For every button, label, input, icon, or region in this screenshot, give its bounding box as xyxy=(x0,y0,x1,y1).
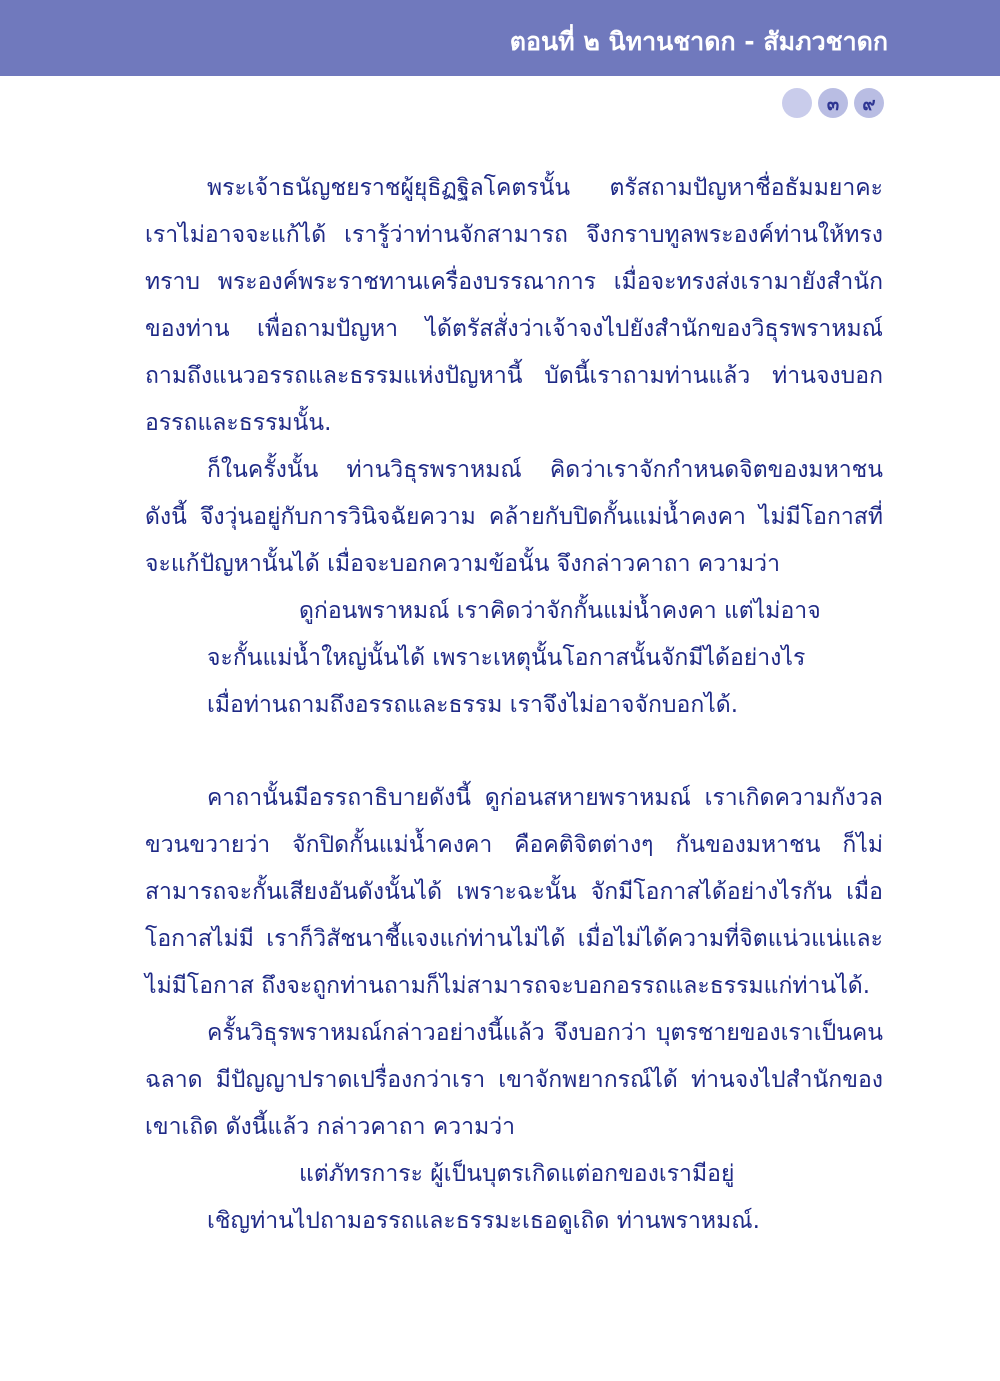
paragraph-1: พระเจ้าธนัญชยราชผู้ยุธิฏฐิลโคตรนั้น ตรัสถามปัญหาชื่อธัมมยาคะ เราไม่อาจจะแก้ได้ เรารู้ว่าท่านจักสามารถ จึงกราบทูลพระองค์ท่านให้ทรงทราบ พระองค์พระราชทานเครื่องบรรณาการ เมื่อจะทรงส่งเรามายังสำนักของท่าน เพื่อถามปัญหา ได้ตรัสสั่งว่าเจ้าจงไปยังสำนักของวิธุรพราหมณ์ ถามถึงแนวอรรถและธรรมแห่งปัญหานี้ บัดนี้เราถามท่านแล้ว ท่านจงบอกอรรถและธรรมนั้น. xyxy=(145,175,883,436)
body-text xyxy=(145,165,883,1245)
verse-1-line-2: จะกั้นแม่น้ำใหญ่นั้นได้ เพราะเหตุนั้นโอกาสนั้นจักมีได้อย่างไร xyxy=(207,645,806,671)
header-bar xyxy=(0,0,1000,76)
verse-2-line-1: แต่ภัทรการะ ผู้เป็นบุตรเกิดแต่อกของเรามีอยู่ xyxy=(299,1161,735,1187)
paragraph-3: คาถานั้นมีอรรถาธิบายดังนี้ ดูก่อนสหายพราหมณ์ เราเกิดความกังวลขวนขวายว่า จักปิดกั้นแม่น้ำคงคา คือคติจิตต่างๆ กันของมหาชน ก็ไม่สามารถจะกั้นเสียงอันดังนั้นได้ เพราะฉะนั้น จักมีโอกาสได้อย่างไรกัน เมื่อโอกาสไม่มี เราก็วิสัชนาชี้แจงแก่ท่านไม่ได้ เมื่อไม่ได้ความที่จิตแน่วแน่และไม่มีโอกาส ถึงจะถูกท่านถามก็ไม่สามารถจะบอกอรรถและธรรมแก่ท่านได้. xyxy=(145,785,883,999)
paragraph-2: ก็ในครั้งนั้น ท่านวิธุรพราหมณ์ คิดว่าเราจักกำหนดจิตของมหาชนดังนี้ จึงวุ่นอยู่กับการวินิจฉัยความ คล้ายกับปิดกั้นแม่น้ำคงคา ไม่มีโอกาสที่จะแก้ปัญหานั้นได้ เมื่อจะบอกความข้อนั้น จึงกล่าวคาถา ความว่า xyxy=(145,457,883,577)
section-gap xyxy=(145,729,883,775)
verse-1-line-1: ดูก่อนพราหมณ์ เราคิดว่าจักกั้นแม่น้ำคงคา แต่ไม่อาจ xyxy=(299,598,821,624)
page-number-digit-tens: ๓ xyxy=(818,88,848,118)
verse-1 xyxy=(145,588,883,729)
page-number-digit-ones: ๙ xyxy=(854,88,884,118)
verse-1-line-3: เมื่อท่านถามถึงอรรถและธรรม เราจึงไม่อาจจักบอกได้. xyxy=(207,692,739,718)
page-number-decor-circle xyxy=(782,88,812,118)
page-number xyxy=(782,88,884,118)
chapter-title: ตอนที่ ๒ นิทานชาดก - สัมภวชาดก xyxy=(509,27,888,56)
verse-2-line-2: เชิญท่านไปถามอรรถและธรรมะเธอดูเถิด ท่านพราหมณ์. xyxy=(207,1208,760,1234)
paragraph-4: ครั้นวิธุรพราหมณ์กล่าวอย่างนี้แล้ว จึงบอกว่า บุตรชายของเราเป็นคนฉลาด มีปัญญาปราดเปรื่องกว่าเรา เขาจักพยากรณ์ได้ ท่านจงไปสำนักของเขาเถิด ดังนี้แล้ว กล่าวคาถา ความว่า xyxy=(145,1020,883,1140)
verse-2 xyxy=(145,1151,883,1245)
